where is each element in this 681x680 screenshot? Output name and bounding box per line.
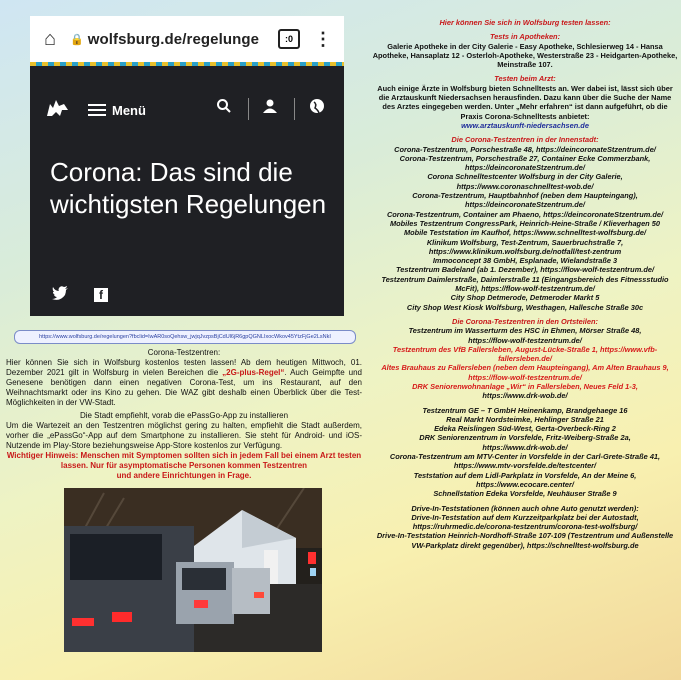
twitter-icon[interactable] xyxy=(52,286,68,303)
lock-icon: 🔒 xyxy=(70,33,84,46)
list-item: Corona-Testzentrum, Container am Phaeno, https://deincoronateStzentrum.de/ xyxy=(386,209,664,219)
arzt-section xyxy=(372,74,678,130)
test-station-photo xyxy=(64,488,322,652)
list-item: Testzentrum Badeland (ab 1. Dezember), https://flow-wolf-testzentrum.de/ xyxy=(395,265,654,275)
list-item: Schnellstation Edeka Vorsfelde, Neuhäuser Straße 9 xyxy=(433,489,617,499)
menu-label: Menü xyxy=(112,102,146,118)
apotheken-section xyxy=(372,32,678,69)
2g-plus-rule: „2G-plus-Regel“ xyxy=(222,368,285,377)
wolf-logo-icon[interactable] xyxy=(44,96,70,126)
globe-icon[interactable] xyxy=(309,98,325,119)
list-item: https://www.coronaschnelltest-wob.de/ xyxy=(456,181,594,191)
list-item: Corona-Testzentrum am MTV-Center in Vorsfelde in der Carl-Grete-Straße 41, xyxy=(389,452,661,462)
warning-text-b: und andere Einrichtungen in Frage. xyxy=(116,471,252,480)
para1-end: . Auch Geimpfte und Genesene benötigen dann einen negativen Corona-Test, um ins Restaurant, auf den Weihnachtsmarkt oder ins Kino zu gehen. Die WAZ gibt deshalb einen Überblick über die Test-Möglichkeiten in der VW-Stadt. xyxy=(6,368,362,407)
drive-in-section xyxy=(372,504,678,550)
ortsteile-title: Die Corona-Testzentren in den Ortsteilen: xyxy=(452,316,598,326)
list-item: https://deincoronateStzentrum.de/ xyxy=(465,163,585,173)
innenstadt-section xyxy=(372,135,678,312)
hamburger-icon xyxy=(88,101,106,119)
left-paragraph-1 xyxy=(6,358,362,408)
list-item: https://www.ecocare.center/ xyxy=(476,479,574,489)
list-item: Drive-In-Teststation auf dem Kurzzeitparkplatz bei der Autostadt, xyxy=(411,512,639,522)
list-item: City Shop West Kiosk Wolfsburg, Westhagen, Hallesche Straße 30c xyxy=(406,302,644,312)
list-item: Immoconcept 38 GmbH, Esplanade, Wielandstraße 3 xyxy=(432,256,618,266)
list-item: Corona-Testzentrum, Porschestraße 48, https://deincoronateStzentrum.de/ xyxy=(394,144,656,154)
tab-count-icon[interactable]: :0 xyxy=(278,29,300,49)
list-item: Testzentrum GE – T GmbH Heinenkamp, Brandgehaege 16 xyxy=(422,405,628,415)
arzt-text: Auch einige Ärzte in Wolfsburg bieten Schnelltests an. Wer dabei ist, lässt sich über die Arztauskunft Niedersachsen herausfinden. Dazu kann über die Suche der Name des Arztes eingegeben werden. Unter „Mehr erfahren“ ist dann aufgeführt, ob die Praxis Corona-Schnelltests anbietet: xyxy=(377,83,673,121)
color-stripe xyxy=(30,62,344,66)
list-item: Testzentrum im Wasserturm des HSC in Ehmen, Mörser Straße 48, xyxy=(408,326,642,336)
innenstadt-title: Die Corona-Testzentren in der Innenstadt: xyxy=(451,135,599,145)
list-item: City Shop Detmerode, Detmeroder Markt 5 xyxy=(450,293,600,303)
list-item: https://www.klinikum.wolfsburg.de/notfall/test-zentrum xyxy=(428,246,622,256)
list-item: Real Markt Nordsteimke, Hehlinger Straße 21 xyxy=(446,414,604,424)
url-text[interactable]: wolfsburg.de/regelunge xyxy=(87,30,260,48)
list-item: Corona-Testzentrum, Porschestraße 27, Container Ecke Commerzbank, xyxy=(399,153,651,163)
list-item: Testzentrum Daimlerstraße, Daimlerstraße 11 (Eingangsbereich des Fitnessstudio McFit), https://flow-wolf-testzentrum.de/ xyxy=(381,274,669,294)
nav-divider xyxy=(294,98,295,120)
left-paragraph-2: Die Stadt empfiehlt, vorab die ePassGo-App zu installieren xyxy=(79,411,289,420)
list-item: Altes Brauhaus zu Fallersleben (neben dem Haupteingang), Am Alten Brauhaus 9, https://flow-wolf-testzentrum.de/ xyxy=(381,363,669,382)
ortsteile-section xyxy=(372,317,678,401)
left-paragraph-3: Um die Wartezeit an den Testzentren möglichst gering zu halten, empfiehlt die Stadt außerdem, vorher die „ePassGo“-App auf dem Smartphone zu installieren. Sie steht für Android- und iOS-Nutzende im Play-Store beziehungsweise App-Store kostenlos zur Verfügung. xyxy=(6,421,362,450)
left-title: Corona-Testzentren: xyxy=(147,348,221,357)
para1-start: Hier können Sie sich in Wolfsburg kostenlos testen lassen! Ab dem heutigen Mittwoch, 01. Dezember 2021 gilt in Wolfsburg in vielen Bereichen die xyxy=(6,358,362,377)
arzt-link[interactable]: www.arztauskunft-niedersachsen.de xyxy=(461,120,589,130)
list-item: https://deincoronateStzentrum.de/ xyxy=(465,200,585,210)
vorsfelde-section xyxy=(372,406,678,499)
list-item: https://ruhrmedic.de/corona-testzentrum/corona-test-wolfsburg/ xyxy=(412,522,638,532)
site-nav xyxy=(30,92,344,128)
home-icon[interactable]: ⌂ xyxy=(43,27,57,50)
search-icon[interactable] xyxy=(216,98,232,119)
list-item: Klinikum Wolfsburg, Test-Zentrum, Sauerbruchstraße 7, xyxy=(426,237,624,247)
list-item: DRK Seniorenwohnanlage „Wir“ in Fallersleben, Neues Feld 1-3, xyxy=(412,381,638,391)
list-item: Mobile Teststation im Kaufhof, https://www.schnelltest-wolfsburg.de/ xyxy=(403,228,647,238)
test-locations-list xyxy=(372,18,678,550)
list-item: Drive-In-Teststation Heinrich-Nordhoff-Straße 107-109 (Testzentrum und Außenstelle VW-Parkplatz direkt gegenüber), https://schnelltest-wolfsburg.de xyxy=(376,531,674,550)
list-item: Teststation auf dem Lidl-Parkplatz in Vorsfelde, An der Meine 6, xyxy=(413,470,637,480)
list-item: Mobiles Testzentrum CongressPark, Heinrich-Heine-Straße / Klieverhagen 50 xyxy=(390,218,660,228)
list-item: Edeka Reislingen Süd-West, Gerta-Overbeck-Ring 2 xyxy=(434,424,616,434)
list-item: Corona Schnelltestcenter Wolfsburg in der City Galerie, xyxy=(427,172,623,182)
facebook-icon[interactable]: f xyxy=(94,286,108,302)
arzt-title: Testen beim Arzt: xyxy=(494,74,556,84)
list-item: Drive-In-Teststationen (können auch ohne Auto genutzt werden): xyxy=(411,503,639,513)
apotheken-title: Tests in Apotheken: xyxy=(489,32,561,42)
apotheken-text: Galerie Apotheke in der City Galerie - Easy Apotheke, Schlesierweg 14 - Hansa Apotheke, Hansaplatz 12 - Osterloh-Apotheke, Westerstraße 23 - Heidgarten-Apotheke, Meinstraße 107. xyxy=(372,41,678,70)
nav-divider xyxy=(248,98,249,120)
user-icon[interactable] xyxy=(262,98,278,119)
left-article-text xyxy=(6,348,362,481)
list-item: https://flow-wolf-testzentrum.de/ xyxy=(468,335,582,345)
list-item: DRK Seniorenzentrum in Vorsfelde, Fritz-Weiberg-Straße 2a, xyxy=(419,433,631,443)
menu-button[interactable] xyxy=(88,101,146,119)
list-item: Corona-Testzentrum, Hauptbahnhof (neben dem Haupteingang), xyxy=(412,191,638,201)
phone-screenshot xyxy=(30,16,344,316)
list-item: Testzentrum des VfB Fallersleben, August-Lücke-Straße 1, https://www.vfb-fallersleben.de/ xyxy=(392,344,658,364)
more-menu-icon[interactable]: ⋮ xyxy=(314,28,332,49)
browser-url-bar xyxy=(30,16,344,62)
list-item: https://www.mtv-vorsfelde.de/testcenter/ xyxy=(453,461,597,471)
list-item: https://www.drk-wob.de/ xyxy=(482,391,568,401)
source-link[interactable]: https://www.wolfsburg.de/regelungen?fbclid=IwAR0soQehsw_jwjqJvzpsBjCdUl6jR6gpQGNLIxocWkov45YtzFjGe2LsNkI xyxy=(14,330,356,344)
right-heading: Hier können Sie sich in Wolfsburg testen lassen: xyxy=(439,18,611,27)
list-item: https://www.drk-wob.de/ xyxy=(482,442,568,452)
page-title: Corona: Das sind die wichtigsten Regelungen xyxy=(50,157,327,219)
warning-text-a: Wichtiger Hinweis: Menschen mit Symptomen sollten sich in jedem Fall bei einem Arzt testen lassen. Nur für asymptomatische Personen kommen Testzentren xyxy=(6,451,362,470)
